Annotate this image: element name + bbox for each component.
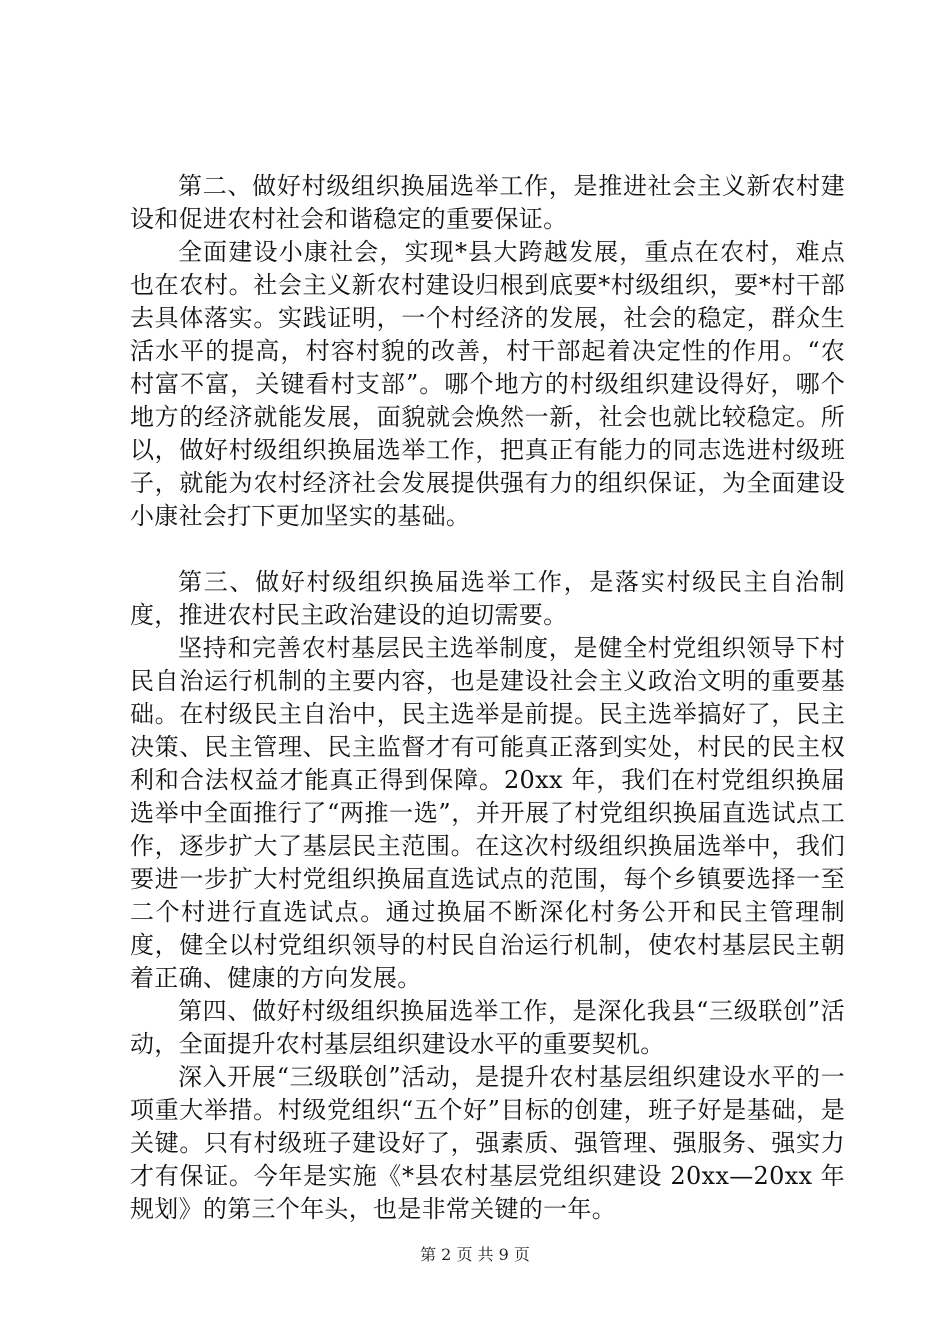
paragraph-gap xyxy=(130,533,845,566)
document-body xyxy=(130,170,845,1226)
paragraph-section-four-body: 深入开展“三级联创”活动，是提升农村基层组织建设水平的一项重大举措。村级党组织“五个好”目标的创建，班子好是基础，是关键。只有村级班子建设好了，强素质、强管理、强服务、强实力才有保证。今年是实施《*县农村基层党组织建设 20xx—20xx 年规划》的第三个年头，也是非常关键的一年。 xyxy=(130,1063,845,1223)
paragraph-section-two-body: 全面建设小康社会，实现*县大跨越发展，重点在农村，难点也在农村。社会主义新农村建设归根到底要*村级组织，要*村干部去具体落实。实践证明，一个村经济的发展，社会的稳定，群众生活水平的提高，村容村貌的改善，村干部起着决定性的作用。“农村富不富，关键看村支部”。哪个地方的村级组织建设得好，哪个地方的经济就能发展，面貌就会焕然一新，社会也就比较稳定。所以，做好村级组织换届选举工作，把真正有能力的同志选进村级班子，就能为农村经济社会发展提供强有力的组织保证，为全面建设小康社会打下更加坚实的基础。 xyxy=(130,238,845,530)
paragraph-section-two-heading: 第二、做好村级组织换届选举工作，是推进社会主义新农村建设和促进农村社会和谐稳定的重要保证。 xyxy=(130,172,845,233)
paragraph-section-four-heading: 第四、做好村级组织换届选举工作，是深化我县“三级联创”活动，全面提升农村基层组织建设水平的重要契机。 xyxy=(130,997,845,1058)
paragraph-section-three-heading: 第三、做好村级组织换届选举工作，是落实村级民主自治制度，推进农村民主政治建设的迫切需要。 xyxy=(130,568,845,629)
page-number-footer: 第 2 页 共 9 页 xyxy=(420,1245,530,1264)
paragraph-section-three-body: 坚持和完善农村基层民主选举制度，是健全村党组织领导下村民自治运行机制的主要内容，也是建设社会主义政治文明的重要基础。在村级民主自治中，民主选举是前提。民主选举搞好了，民主决策、民主管理、民主监督才有可能真正落到实处，村民的民主权利和合法权益才能真正得到保障。20xx 年，我们在村党组织换届选举中全面推行了“两推一选”，并开展了村党组织换届直选试点工作，逐步扩大了基层民主范围。在这次村级组织换届选举中，我们要进一步扩大村党组织换届直选试点的范围，每个乡镇要选择一至二个村进行直选试点。通过换届不断深化村务公开和民主管理制度，健全以村党组织领导的村民自治运行机制，使农村基层民主朝着正确、健康的方向发展。 xyxy=(130,634,845,992)
